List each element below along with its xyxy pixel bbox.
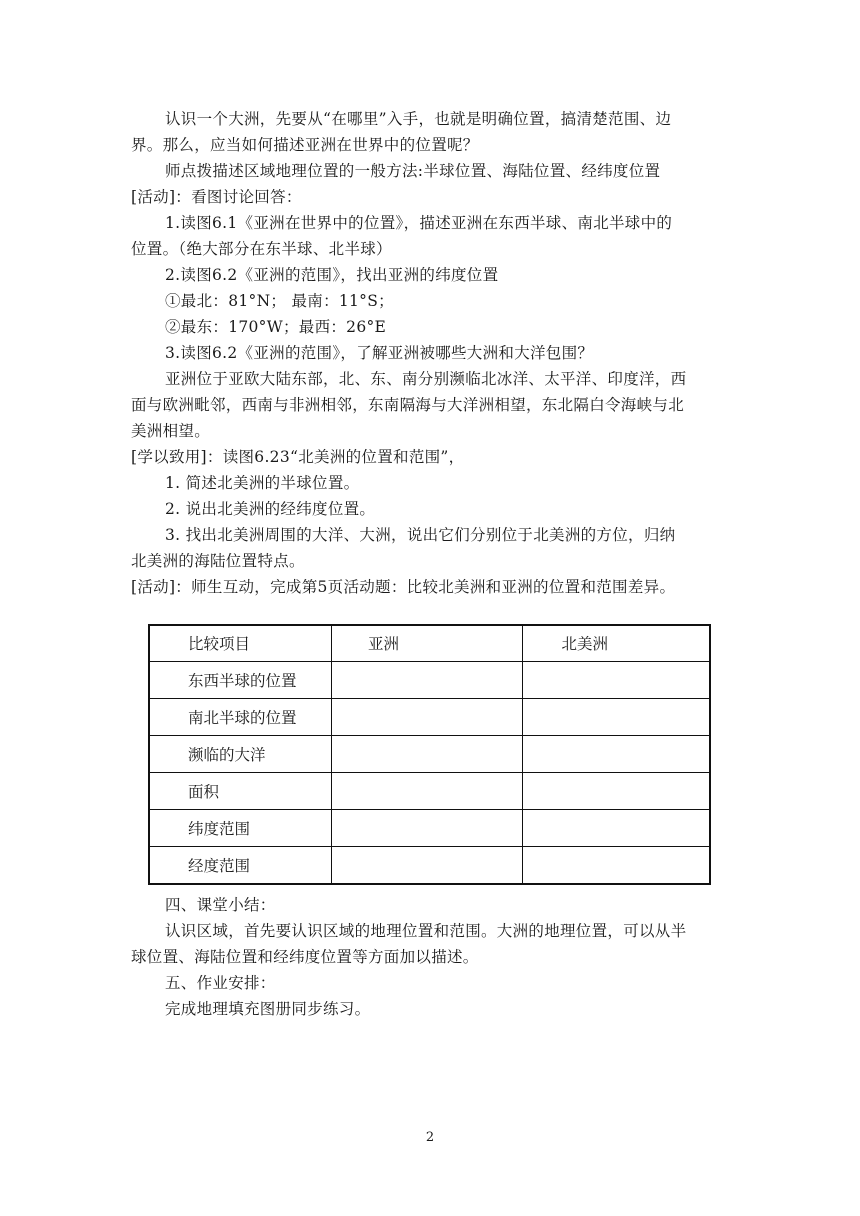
paragraph-line: 认识一个大洲，先要从“在哪里”入手，也就是明确位置，搞清楚范围、边 <box>165 110 672 128</box>
paragraph-line: 2.读图6.2《亚洲的范围》，找出亚洲的纬度位置 <box>165 266 499 284</box>
table-cell <box>332 661 523 698</box>
table-cell <box>332 809 523 846</box>
paragraph-line: 美洲相望。 <box>131 422 211 440</box>
table-row-label: 纬度范围 <box>149 809 332 846</box>
table-row <box>149 735 710 772</box>
paragraph-line: 亚洲位于亚欧大陆东部，北、东、南分别濒临北冰洋、太平洋、印度洋，西 <box>165 370 687 388</box>
paragraph-line: 北美洲的海陆位置特点。 <box>131 552 305 570</box>
table-row-label: 濒临的大洋 <box>149 735 332 772</box>
table-cell <box>332 772 523 809</box>
paragraph-line: 位置。（绝大部分在东半球、北半球） <box>131 240 392 258</box>
comparison-table <box>148 624 711 885</box>
table-row-label: 经度范围 <box>149 846 332 884</box>
table-header-cell: 亚洲 <box>332 625 523 661</box>
paragraph-line: 面与欧洲毗邻，西南与非洲相邻，东南隔海与大洋洲相望，东北隔白令海峡与北 <box>131 396 685 414</box>
table-row <box>149 809 710 846</box>
table-cell <box>332 735 523 772</box>
paragraph-line: 完成地理填充图册同步练习。 <box>165 1000 371 1018</box>
activity-heading: [活动]：师生互动，完成第5页活动题：比较北美洲和亚洲的位置和范围差异。 <box>131 578 676 596</box>
table-cell <box>332 846 523 884</box>
table-row-label: 面积 <box>149 772 332 809</box>
question-item: 2. 说出北美洲的经纬度位置。 <box>165 500 376 518</box>
paragraph-line: 1.读图6.1《亚洲在世界中的位置》，描述亚洲在东西半球、南北半球中的 <box>165 214 673 232</box>
table-header-cell: 北美洲 <box>523 625 710 661</box>
table-cell <box>332 698 523 735</box>
paragraph-line: 3.读图6.2《亚洲的范围》，了解亚洲被哪些大洲和大洋包围？ <box>165 344 594 362</box>
paragraph-line: ①最北：81°N； 最南：11°S； <box>165 292 394 310</box>
table-row <box>149 661 710 698</box>
paragraph-line: 球位置、海陆位置和经纬度位置等方面加以描述。 <box>131 948 479 966</box>
table-row <box>149 698 710 735</box>
section-heading: 四、课堂小结： <box>165 896 276 914</box>
table-row-label: 南北半球的位置 <box>149 698 332 735</box>
table-cell <box>523 772 710 809</box>
activity-heading: [活动]：看图讨论回答： <box>131 188 302 206</box>
table-cell <box>523 846 710 884</box>
paragraph-line: 认识区域，首先要认识区域的地理位置和范围。大洲的地理位置，可以从半 <box>165 922 687 940</box>
paragraph-line: 师点拨描述区域地理位置的一般方法:半球位置、海陆位置、经纬度位置 <box>165 162 661 180</box>
table-cell <box>523 809 710 846</box>
paragraph-line: ②最东：170°W；最西：26°E <box>165 318 387 336</box>
paragraph-line: 界。那么，应当如何描述亚洲在世界中的位置呢？ <box>131 136 479 154</box>
table-header-cell: 比较项目 <box>149 625 332 661</box>
question-item: 3. 找出北美洲周围的大洋、大洲，说出它们分别位于北美洲的方位，归纳 <box>165 526 676 544</box>
page-number: 2 <box>425 1130 435 1145</box>
table-row <box>149 846 710 884</box>
table-cell <box>523 698 710 735</box>
table-row-label: 东西半球的位置 <box>149 661 332 698</box>
apply-heading: [学以致用]：读图6.23“北美洲的位置和范围”， <box>131 448 465 466</box>
question-item: 1. 简述北美洲的半球位置。 <box>165 474 360 492</box>
table-cell <box>523 661 710 698</box>
table-cell <box>523 735 710 772</box>
section-heading: 五、作业安排： <box>165 974 276 992</box>
table-header-row <box>149 625 710 661</box>
table-row <box>149 772 710 809</box>
